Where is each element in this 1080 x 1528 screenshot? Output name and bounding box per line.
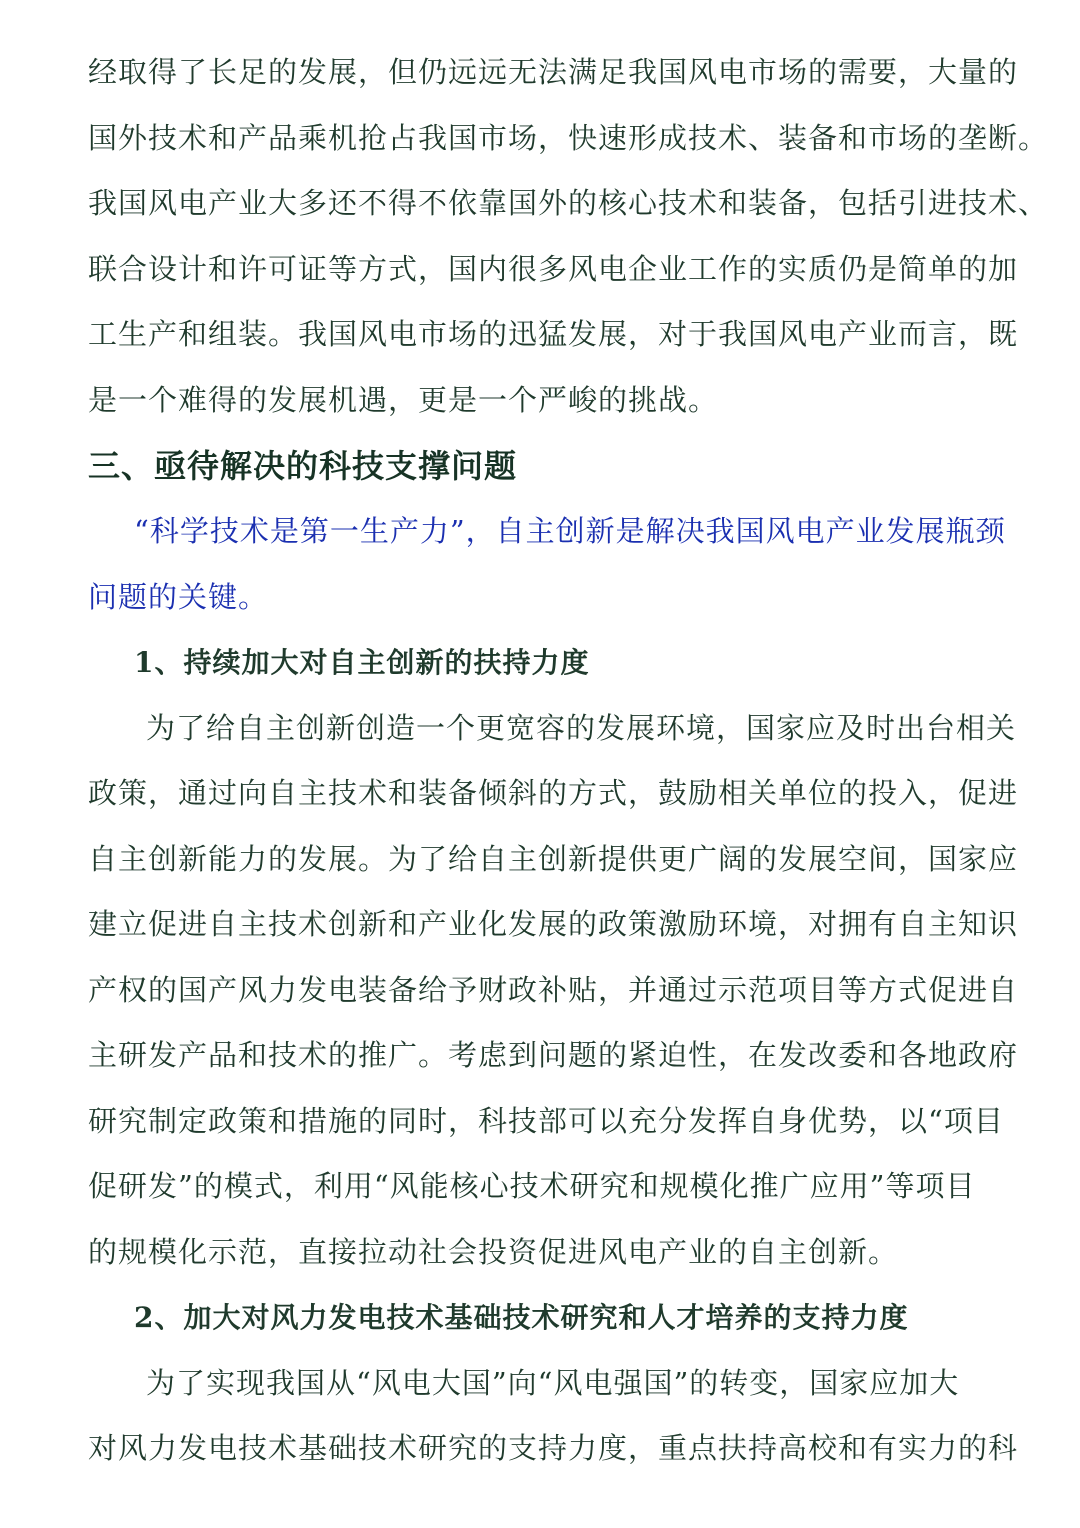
text-line: 促研发”的模式，利用“风能核心技术研究和规模化推广应用”等项目 — [88, 1169, 976, 1203]
text-line: 工生产和组装。我国风电市场的迅猛发展，对于我国风电产业而言，既 — [88, 317, 1019, 351]
text-line: 是一个难得的发展机遇，更是一个严峻的挑战。 — [88, 382, 719, 417]
document-page — [88, 40, 1049, 1482]
text-line: 国外技术和产品乘机抢占我国市场，快速形成技术、装备和市场的垄断。 — [88, 120, 1049, 155]
text-line: 的规模化示范，直接拉动社会投资促进风电产业的自主创新。 — [88, 1234, 899, 1269]
text-line: “科学技术是第一生产力”，自主创新是解决我国风电产业发展瓶颈 — [134, 514, 1006, 548]
text-line: 政策，通过向自主技术和装备倾斜的方式，鼓励相关单位的投入，促进 — [88, 776, 1019, 810]
paragraph-market-overview — [88, 40, 1049, 433]
paragraph-basic-research — [88, 1351, 1018, 1482]
text-line: 为了实现我国从“风电大国”向“风电强国”的转变，国家应加大 — [146, 1365, 960, 1400]
paragraph-independent-innovation — [88, 696, 1018, 1286]
text-line: 研究制定政策和措施的同时，科技部可以充分发挥自身优势，以“项目 — [88, 1103, 1004, 1138]
text-line: 建立促进自主技术创新和产业化发展的政策激励环境，对拥有自主知识 — [88, 907, 1019, 941]
subheading-2: 2、加大对风力发电技术基础技术研究和人才培养的支持力度 — [134, 1301, 909, 1334]
text-line: 问题的关键。 — [88, 579, 269, 614]
paragraph-intro — [88, 499, 1018, 630]
text-line: 产权的国产风力发电装备给予财政补贴，并通过示范项目等方式促进自 — [88, 972, 1019, 1007]
text-line: 自主创新能力的发展。为了给自主创新提供更广阔的发展空间，国家应 — [88, 841, 1019, 876]
text-line: 对风力发电技术基础技术研究的支持力度，重点扶持高校和有实力的科 — [88, 1431, 1019, 1465]
text-line: 为了给自主创新创造一个更宽容的发展环境，国家应及时出台相关 — [146, 710, 1017, 745]
text-line: 联合设计和许可证等方式，国内很多风电企业工作的实质仍是简单的加 — [88, 251, 1019, 286]
text-line: 经取得了长足的发展，但仍远远无法满足我国风电市场的需要，大量的 — [88, 55, 1019, 89]
text-line: 主研发产品和技术的推广。考虑到问题的紧迫性，在发改委和各地政府 — [88, 1038, 1019, 1072]
subheading-1: 1、持续加大对自主创新的扶持力度 — [134, 646, 590, 679]
section-heading: 三、亟待解决的科技支撑问题 — [88, 447, 518, 485]
text-line: 我国风电产业大多还不得不依靠国外的核心技术和装备，包括引进技术、 — [88, 186, 1049, 220]
